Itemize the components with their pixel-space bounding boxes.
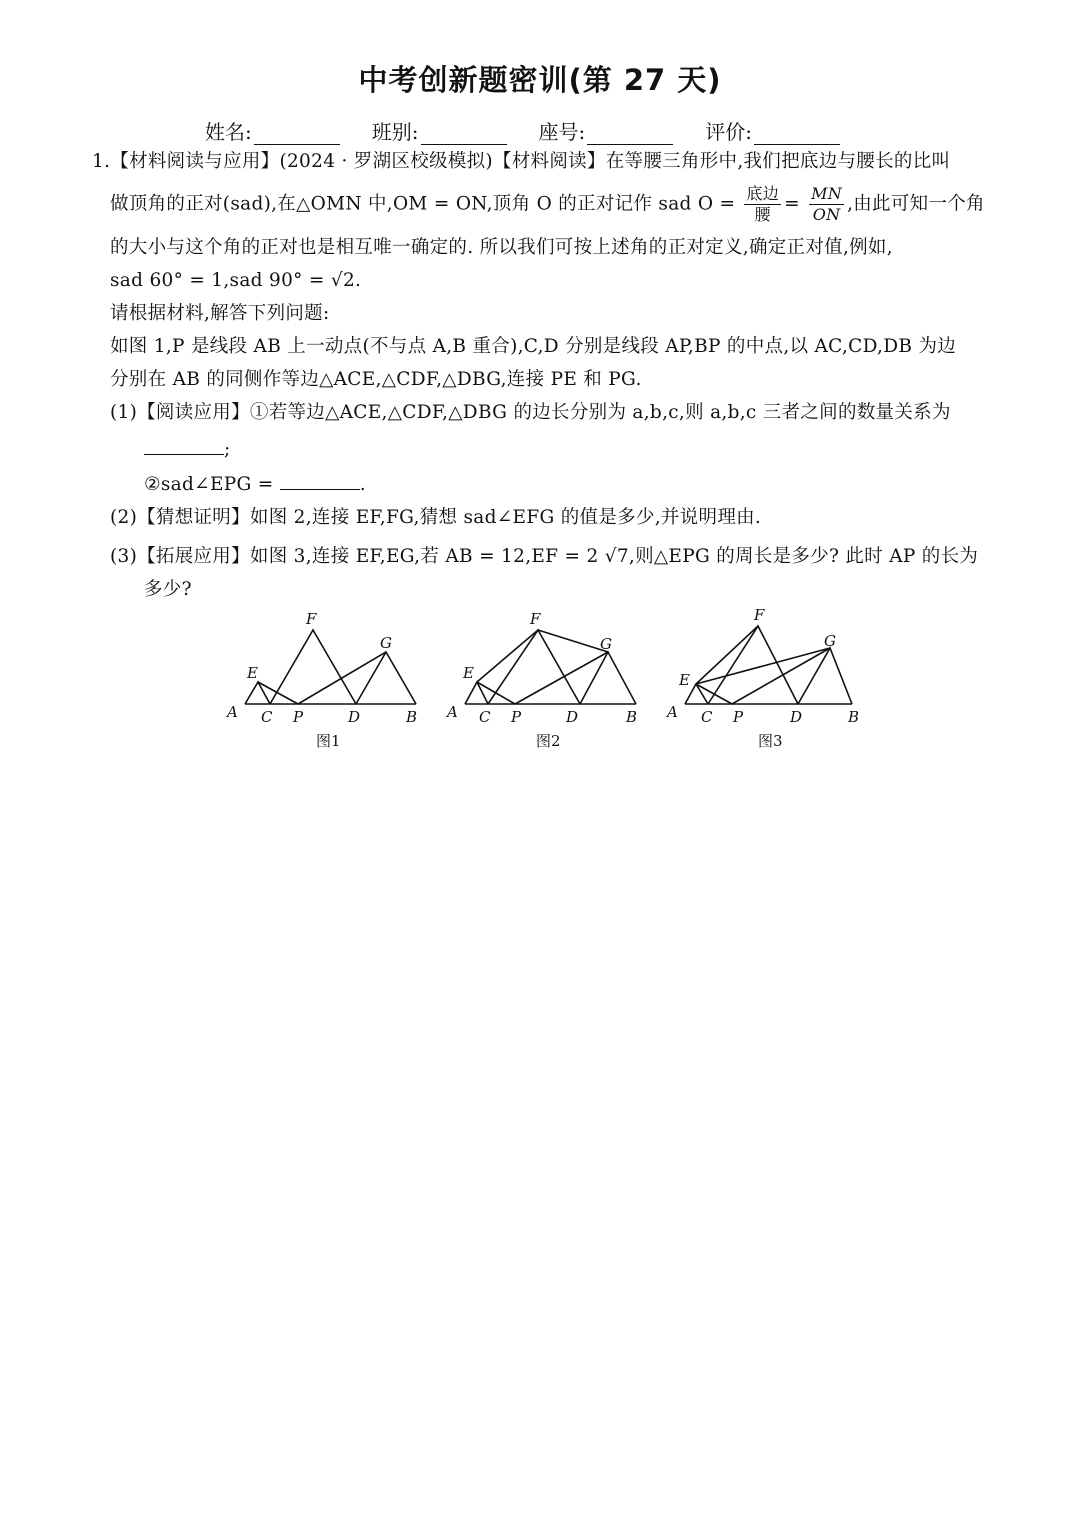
fig3-label-a: A — [667, 703, 678, 721]
figure-2-caption: 图2 — [536, 732, 561, 750]
fig3-label-g: G — [824, 632, 836, 650]
problem-line-2 — [92, 184, 985, 225]
class-field — [372, 116, 507, 145]
problem-text-2-pre: 做顶角的正对(sad),在△OMN 中,OM = ON,顶角 O 的正对记作 sad O = — [110, 193, 736, 215]
fig2-label-e: E — [463, 664, 474, 682]
class-label: 班别: — [371, 120, 419, 144]
fraction-mn-over-on — [809, 184, 844, 225]
figure-3-segment-pg — [732, 648, 830, 704]
part-1-line-3 — [92, 468, 982, 501]
fig2-label-g: G — [600, 635, 612, 653]
figure-1-caption: 图1 — [316, 732, 341, 750]
problem-number: 1. — [92, 151, 111, 172]
problem-line-3: 的大小与这个角的正对也是相互唯一确定的. 所以我们可按上述角的正对定义,确定正对值,例如, — [110, 237, 893, 258]
fraction-1-numerator: 底边 — [746, 184, 780, 203]
fraction-2-denominator: ON — [812, 205, 841, 224]
class-blank[interactable] — [421, 124, 507, 145]
answer-blank-1[interactable] — [144, 436, 224, 455]
page-title: 中考创新题密训(第 27 天) — [358, 63, 722, 97]
figure-1-segment-pg — [298, 652, 386, 704]
fig3-label-e: E — [679, 671, 690, 689]
fraction-1-denominator: 腰 — [754, 205, 771, 224]
fraction-base-over-leg — [744, 184, 781, 225]
problem-text-2-post: ,由此可知一个角 — [847, 193, 985, 215]
seat-label: 座号: — [538, 120, 586, 144]
fig3-label-c: C — [701, 708, 713, 726]
figure-2-triangle-dbg — [580, 652, 636, 704]
fig2-label-p: P — [511, 708, 522, 726]
problem-1 — [92, 145, 985, 606]
part-2: (2)【猜想证明】如图 2,连接 EF,FG,猜想 sad∠EFG 的值是多少,并说明理由. — [110, 507, 762, 528]
fig1-label-e: E — [247, 664, 258, 682]
fig3-label-b: B — [848, 708, 860, 726]
figures — [220, 600, 870, 760]
problem-line-7: 分别在 AB 的同侧作等边△ACE,△CDF,△DBG,连接 PE 和 PG. — [110, 369, 642, 390]
fig1-label-a: A — [227, 703, 238, 721]
fig2-label-f: F — [530, 610, 541, 628]
grade-label: 评价: — [705, 120, 752, 144]
fig1-label-g: G — [380, 634, 392, 652]
fig1-label-f: F — [306, 610, 317, 628]
figure-1-triangle-dbg — [356, 652, 416, 704]
figure-2-triangle-ace — [465, 682, 488, 704]
fig1-label-c: C — [261, 708, 273, 726]
part-1-line-2 — [92, 433, 982, 466]
seat-blank[interactable] — [587, 124, 673, 145]
equals-sign: = — [784, 193, 800, 215]
fig1-label-p: P — [293, 708, 304, 726]
name-label: 姓名: — [205, 120, 252, 144]
grade-blank[interactable] — [754, 124, 840, 145]
part-1-line-2-post: ; — [224, 439, 231, 460]
figure-3-triangle-dbg — [798, 648, 852, 704]
name-field — [205, 116, 340, 145]
problem-line-6: 如图 1,P 是线段 AB 上一动点(不与点 A,B 重合),C,D 分别是线段 AP,BP 的中点,以 AC,CD,DB 为边 — [110, 336, 957, 357]
problem-text-1: 【材料阅读与应用】(2024 · 罗湖区校级模拟)【材料阅读】在等腰三角形中,我们把底边与腰长的比叫 — [110, 151, 951, 172]
fig3-label-f: F — [754, 606, 765, 624]
fig3-label-d: D — [790, 708, 803, 726]
fig2-label-b: B — [626, 708, 638, 726]
student-info-row — [205, 116, 905, 145]
seat-field — [539, 116, 674, 145]
fig2-label-d: D — [566, 708, 579, 726]
problem-line-4: sad 60° = 1,sad 90° = √2. — [110, 270, 362, 291]
figure-3-caption: 图3 — [758, 732, 783, 750]
fig3-label-p: P — [733, 708, 744, 726]
name-blank[interactable] — [254, 124, 340, 145]
part-3-line-1: (3)【拓展应用】如图 3,连接 EF,EG,若 AB = 12,EF = 2 √7,则△EPG 的周长是多少? 此时 AP 的长为 — [110, 546, 979, 567]
fig1-label-d: D — [348, 708, 361, 726]
fraction-2-numerator: MN — [811, 184, 843, 203]
answer-blank-2[interactable] — [280, 471, 360, 490]
fig2-label-a: A — [447, 703, 458, 721]
fig2-label-c: C — [479, 708, 491, 726]
figure-1-triangle-ace — [245, 682, 270, 704]
part-1-line-3-post: . — [359, 474, 366, 495]
part-3-line-2: 多少? — [144, 579, 192, 600]
fig1-label-b: B — [406, 708, 418, 726]
problem-line-5: 请根据材料,解答下列问题: — [110, 303, 330, 324]
problem-line-1 — [92, 145, 982, 178]
figure-1-triangle-cdf — [270, 630, 356, 704]
part-1-line-3-pre: ②sad∠EPG = — [144, 474, 274, 495]
grade-field — [705, 116, 840, 145]
part-1-line-1: (1)【阅读应用】①若等边△ACE,△CDF,△DBG 的边长分别为 a,b,c,则 a,b,c 三者之间的数量关系为 — [110, 402, 951, 423]
